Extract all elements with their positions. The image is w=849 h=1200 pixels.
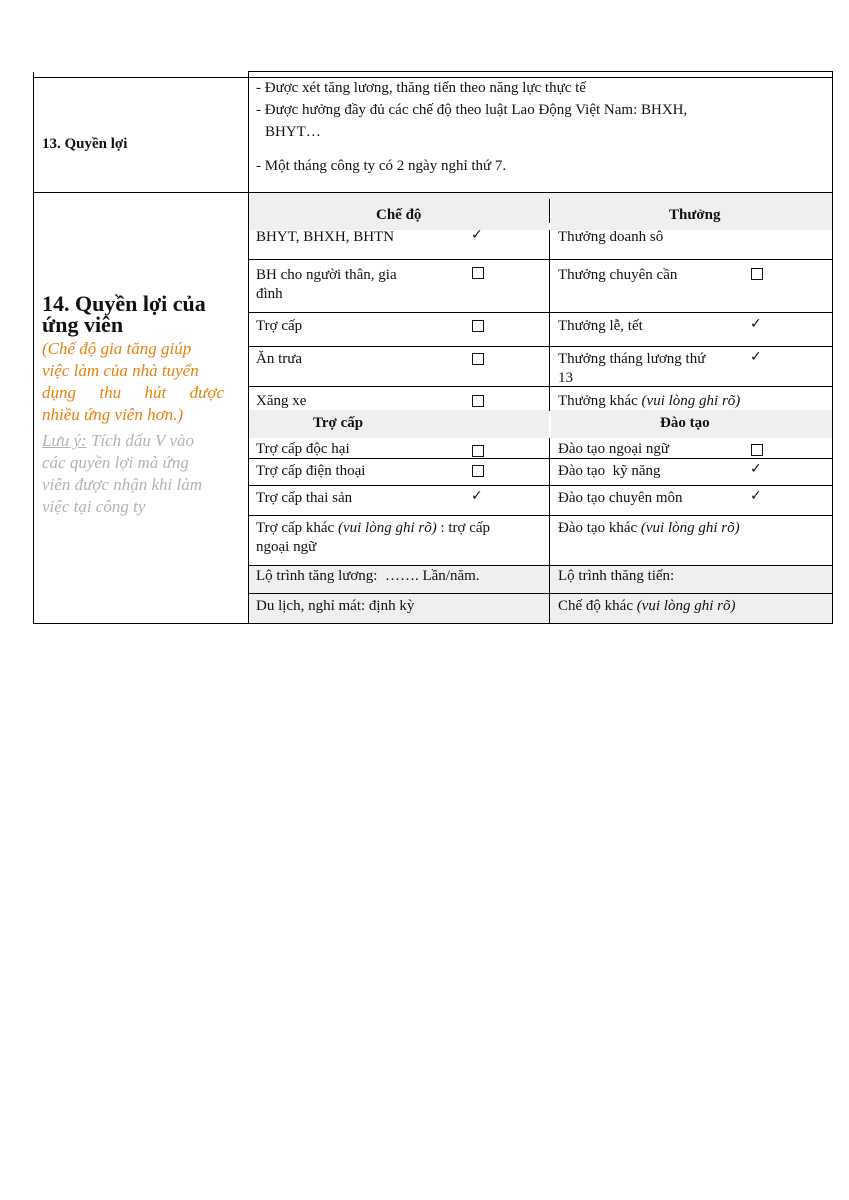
header-shade-tro-cap (249, 410, 549, 438)
row-bhyt-label: BHYT, BHXH, BHTN (256, 229, 395, 245)
row-tro-cap-thai-san-label: Trợ cấp thai sản (256, 490, 353, 506)
bh-nguoi-than-checkbox[interactable] (472, 267, 484, 279)
row-lo-trinh-thang-tien-label: Lộ trình thăng tiến: (558, 568, 675, 584)
section-14-note-line-4: nhiều ứng viên hơn.) (42, 405, 184, 424)
che-do-khac-note: (vui lòng ghi rõ) (636, 598, 736, 614)
dao-tao-khac-note: (vui lòng ghi rõ) (640, 520, 740, 536)
section-14-note-line-2: việc làm của nhà tuyển (42, 361, 199, 380)
xang-xe-checkbox[interactable] (472, 395, 484, 407)
bhyt-check-mark[interactable]: ✓ (471, 227, 483, 243)
row-thuong-khac-label: Thưởng khác (vui lòng ghi rõ) (558, 393, 741, 409)
tro-cap-checkbox[interactable] (472, 320, 484, 332)
section-13-line-3: BHYT… (265, 124, 321, 140)
header-che-do: Chế độ (376, 207, 422, 223)
tro-cap-khac-note: (vui lòng ghi rõ) (337, 520, 437, 536)
tro-cap-dien-thoai-checkbox[interactable] (472, 465, 484, 477)
section-13-line-1: - Được xét tăng lương, thăng tiến theo năng lực thực tế (256, 80, 586, 96)
header-dao-tao: Đào tạo (660, 415, 710, 431)
hint-prefix: Lưu ý: (42, 431, 87, 450)
section-14-title-line-2: ứng viên (42, 312, 124, 337)
header-tro-cap: Trợ cấp (313, 415, 364, 431)
row-dao-tao-ngoai-ngu-label: Đào tạo ngoại ngữ (558, 441, 670, 457)
thuong-chuyen-can-checkbox[interactable] (751, 268, 763, 280)
row-thuong-thang-13-label-2: 13 (558, 370, 573, 386)
section-14-note-line-3: dụng thu hút được (42, 383, 224, 402)
row-thuong-le-tet-label: Thưởng lễ, tết (558, 318, 643, 334)
row-che-do-khac-label: Chế độ khác (vui lòng ghi rõ) (558, 598, 736, 614)
thuong-le-tet-check-mark[interactable]: ✓ (750, 316, 762, 332)
section-14-note-line-1: (Chế độ gia tăng giúp (42, 339, 192, 358)
row-dao-tao-chuyen-mon-label: Đào tạo chuyên môn (558, 490, 683, 506)
row-an-trua-label: Ăn trưa (256, 351, 303, 367)
section-14-hint-line-3: viên được nhận khi làm (42, 475, 202, 494)
dao-tao-ngoai-ngu-checkbox[interactable] (751, 444, 763, 456)
row-bh-nguoi-than-label-2: đình (256, 286, 283, 302)
thuong-khac-note: (vui lòng ghi rõ) (641, 393, 741, 409)
section-14-hint-line-4: việc tại công ty (42, 497, 146, 516)
row-tro-cap-khac-label-2: ngoại ngữ (256, 539, 317, 555)
row-tro-cap-doc-hai-label: Trợ cấp độc hại (256, 441, 350, 457)
row-thuong-chuyen-can-label: Thưởng chuyên cần (558, 267, 678, 283)
row-dao-tao-ky-nang-label: Đào tạo kỹ năng (558, 463, 661, 479)
section-13-line-4: - Một tháng công ty có 2 ngày nghỉ thứ 7. (256, 158, 507, 174)
row-tro-cap-dien-thoai-label: Trợ cấp điện thoại (256, 463, 366, 479)
header-thuong: Thưởng (669, 207, 721, 223)
dao-tao-ky-nang-check-mark[interactable]: ✓ (750, 461, 762, 477)
tro-cap-doc-hai-checkbox[interactable] (472, 445, 484, 457)
tro-cap-thai-san-check-mark[interactable]: ✓ (471, 488, 483, 504)
row-thuong-thang-13-label-1: Thưởng tháng lương thứ (558, 351, 706, 367)
row-dao-tao-khac-label: Đào tạo khác (vui lòng ghi rõ) (558, 520, 740, 536)
row-tro-cap-khac-label-1: Trợ cấp khác (vui lòng ghi rõ) : trợ cấp (256, 520, 491, 536)
row-tro-cap-label: Trợ cấp (256, 318, 303, 334)
row-bh-nguoi-than-label-1: BH cho người thân, gia (256, 267, 397, 283)
row-xang-xe-label: Xăng xe (256, 393, 307, 409)
section-14-title-line-1: 14. Quyền lợi của (42, 291, 206, 316)
row-thuong-doanh-so-label: Thưởng doanh sô (558, 229, 664, 245)
dao-tao-chuyen-mon-check-mark[interactable]: ✓ (750, 488, 762, 504)
row-du-lich-label: Du lịch, nghỉ mát: định kỳ (256, 598, 415, 614)
section-14-hint-line-1: Lưu ý: Tích dấu V vào (42, 431, 195, 450)
an-trua-checkbox[interactable] (472, 353, 484, 365)
row-lo-trinh-tang-luong-label: Lộ trình tăng lương: ……. Lần/năm. (256, 568, 480, 584)
section-13-label: 13. Quyền lợi (42, 136, 128, 152)
section-13-line-2: - Được hưởng đầy đủ các chế độ theo luật Lao Động Việt Nam: BHXH, (256, 102, 688, 118)
section-14-hint-line-2: các quyền lợi mà ứng (42, 453, 189, 472)
thuong-thang-13-check-mark[interactable]: ✓ (750, 349, 762, 365)
